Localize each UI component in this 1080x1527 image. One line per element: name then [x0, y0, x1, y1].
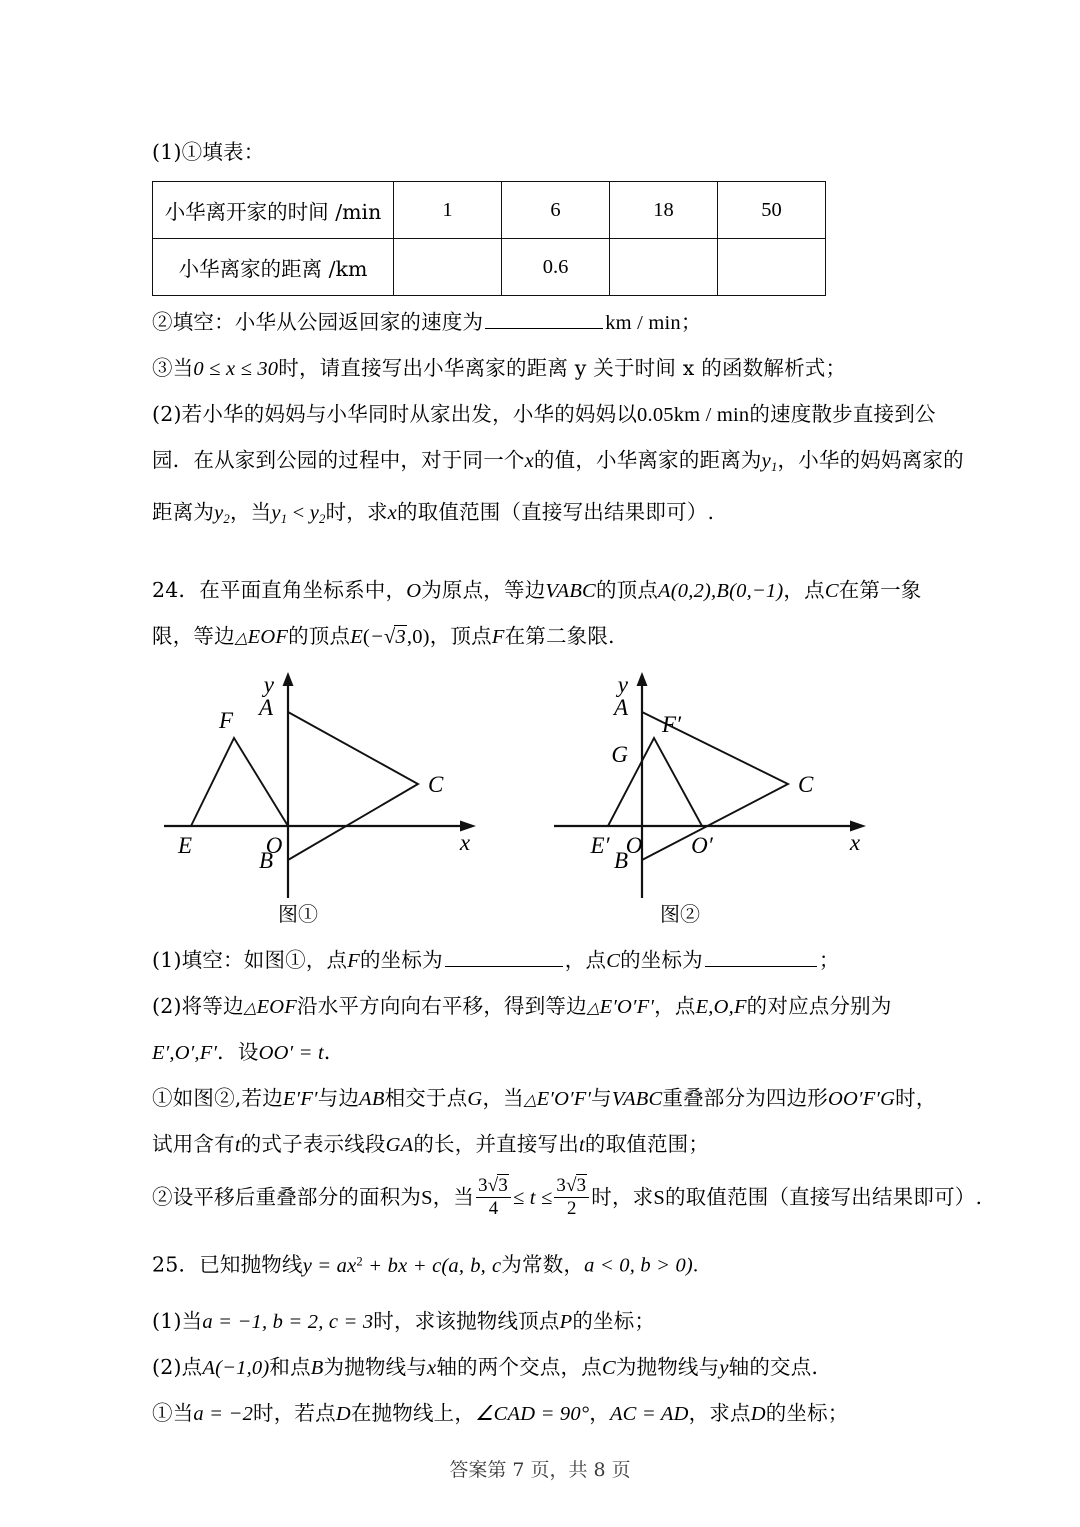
q24-s1-triangle-ABC: VABC — [611, 1088, 663, 1111]
q24-s1l1a: ①如图②,若边 — [152, 1086, 283, 1111]
q24-s2f: 的取值范围（直接写出结果即可）. — [664, 1185, 983, 1210]
answer-blank-C-coord[interactable] — [705, 945, 817, 968]
q24-edge-AB: AB — [359, 1088, 385, 1111]
figure-2-svg — [550, 670, 880, 900]
fraction-numerator: 3√3 — [476, 1176, 511, 1198]
q24-s1-triangle-prime: △E′O′F′ — [523, 1088, 592, 1111]
fraction-denominator: 2 — [567, 1197, 577, 1219]
q23-part2-line3 — [152, 490, 942, 542]
q25-constraints: a < 0, b > 0) — [584, 1254, 693, 1277]
q24-part1 — [152, 938, 942, 984]
label-y-axis: y — [617, 672, 628, 698]
q24-p1g: ； — [818, 948, 840, 973]
q25-s1c: 时，若点 — [253, 1400, 336, 1425]
q25-stem — [152, 1239, 942, 1289]
q23-part2-var-x: x — [524, 450, 534, 472]
label-O: O — [265, 833, 283, 859]
label-A: A — [258, 695, 273, 721]
label-E: E — [177, 833, 193, 859]
q25-p2c: 和点 — [269, 1354, 311, 1379]
q24-p2l2b: ．设 — [217, 1040, 259, 1065]
q24-p2l2d: ． — [323, 1040, 345, 1065]
q23-part2-l2d: ，小华的妈妈离家的 — [777, 448, 964, 472]
table-row-header: 小华离开家的时间 /min — [153, 182, 394, 239]
q24-stem-l2g: 在第二象限. — [504, 624, 615, 649]
q24-stem-l1a: 在平面直角坐标系中， — [199, 578, 407, 603]
q23-item2-pre: ②填空：小华从公园返回家的速度为 — [152, 310, 484, 334]
q24-p2l1a: (2)将等边 — [152, 994, 244, 1019]
q24-sub1-line1 — [152, 1076, 942, 1122]
table-cell: 1 — [394, 182, 502, 239]
q24-p1c: 的坐标为 — [359, 948, 443, 973]
q23-item3-pre: ③当 — [152, 356, 194, 380]
q25-point-C: C — [601, 1356, 616, 1379]
q24-part2-line2 — [152, 1030, 942, 1076]
q25-p2g: 轴的两个交点，点 — [436, 1354, 602, 1379]
q24-area-S2: S — [653, 1187, 665, 1210]
q23-part2-l3c: 时，求 — [325, 500, 388, 525]
label-O: O — [625, 833, 643, 859]
y-axis-arrow — [637, 672, 648, 686]
q24-var-t: t — [234, 1134, 241, 1157]
label-E-prime: E′ — [590, 833, 610, 859]
q25-point-B: B — [310, 1356, 324, 1379]
y-axis-arrow — [283, 672, 294, 686]
page-footer: 答案第 7 页，共 8 页 — [449, 1459, 631, 1481]
q24-segment-GA: GA — [385, 1134, 414, 1157]
q25-parabola-equation: $y = ax^2$ + bx + c(a, b, c — [302, 1254, 502, 1277]
q24-part2-line1 — [152, 984, 942, 1030]
fraction-denominator: 4 — [488, 1197, 499, 1219]
q23-part2-l1a: (2)若小华的妈妈与小华同时从家出发，小华的妈妈以 — [152, 402, 638, 426]
q25-p1a: (1)当 — [152, 1308, 203, 1333]
q24-s1l1i: 与 — [591, 1086, 612, 1111]
q23-ineq: $y_1 < y_2$ — [271, 502, 326, 527]
q23-part2-l3a: 距离为 — [152, 500, 215, 525]
q24-coord-E: E(−√3,0) — [350, 626, 430, 649]
q24-p2-triangle-EOF-prime: △E′O′F′ — [586, 996, 655, 1019]
q24-s1l2e: 的长，并直接写出 — [413, 1132, 579, 1157]
q25-stem-c: 为常数， — [501, 1252, 585, 1277]
q24-p1d: ，点 — [564, 948, 607, 973]
q25-s1k: 的坐标； — [765, 1400, 849, 1425]
q24-p2-points-prime: E′,O′,F′ — [152, 1042, 218, 1065]
label-G: G — [611, 742, 628, 768]
q25-s1g: ， — [589, 1400, 610, 1425]
q24-s2a: ②设平移后重叠部分的面积为 — [152, 1185, 422, 1210]
label-y-axis: y — [263, 672, 274, 698]
q25-axis-x: x — [427, 1356, 437, 1379]
q25-point-A: A(−1,0) — [202, 1356, 270, 1379]
q24-sub2 — [152, 1168, 983, 1227]
q25-stem-a: 已知抛物线 — [199, 1252, 303, 1277]
q23-part2-l2a: 园．在从家到公园的过程中，对于同一个 — [152, 448, 525, 472]
q24-s1l1g: ，当 — [482, 1086, 524, 1111]
q24-p2-triangle-EOF: △EOF — [243, 996, 298, 1019]
q23-data-table — [152, 181, 826, 296]
q24-area-S: S — [421, 1187, 433, 1210]
q25-p2e: 为抛物线与 — [323, 1354, 428, 1379]
q25-p2k: 轴的交点． — [728, 1354, 833, 1379]
q24-p1a: (1)填空：如图①，点 — [152, 948, 348, 973]
label-O-prime: O′ — [691, 833, 713, 859]
label-A: A — [613, 695, 628, 721]
label-F: F — [218, 708, 234, 734]
q25-part1 — [152, 1299, 942, 1345]
fraction-upper-bound — [554, 1176, 589, 1218]
triangle-ABC — [288, 712, 418, 860]
q24-number: 24． — [152, 578, 200, 603]
q24-quad-OOFG: OO′F′G — [828, 1088, 896, 1111]
q25-axis-y: y — [719, 1356, 729, 1379]
q25-point-D: D — [335, 1402, 351, 1425]
q24-stem-l2e: ，顶点 — [429, 624, 492, 649]
q24-p2l1c: 沿水平方向向右平移，得到等边 — [297, 994, 587, 1019]
label-x-axis: x — [459, 830, 471, 856]
q24-stem-l1e: 的顶点 — [595, 578, 659, 603]
q25-p1-values: a = −1, b = 2, c = 3 — [202, 1310, 374, 1333]
q23-item3 — [152, 346, 942, 392]
figure-2-caption: 图② — [660, 902, 700, 927]
q24-p1f: 的坐标为 — [620, 948, 703, 973]
q24-var-t2: t — [578, 1134, 585, 1157]
q23-var-x2: x — [387, 502, 397, 525]
q23-part2-l3d: 的取值范围（直接写出结果即可）. — [396, 500, 715, 525]
q24-p2-OO-equals-t: OO′ = t — [258, 1042, 324, 1065]
q24-figures — [152, 670, 942, 932]
label-C: C — [798, 772, 814, 798]
q25-stem-e: . — [692, 1254, 699, 1277]
table-cell — [718, 239, 826, 296]
q25-number: 25． — [152, 1252, 200, 1277]
q24-s1l2c: 的式子表示线段 — [240, 1132, 386, 1157]
figure-1-caption: 图① — [278, 902, 318, 927]
label-F-prime: F′ — [662, 712, 682, 738]
q24-s1l1c: 与边 — [317, 1086, 360, 1111]
q23-table-wrap — [152, 181, 942, 296]
table-cell: 6 — [502, 182, 610, 239]
q24-stem-line2 — [152, 614, 942, 660]
q25-p2a: (2)点 — [152, 1354, 203, 1379]
q23-part2-l1c: 的速度散步直接到公 — [749, 402, 936, 426]
q24-point-F: F — [491, 626, 505, 649]
q24-s1l1m: 时， — [895, 1086, 937, 1111]
q25-p2i: 为抛物线与 — [615, 1354, 720, 1379]
q25-sub1 — [152, 1391, 942, 1437]
fraction-lower-bound — [476, 1176, 511, 1218]
q24-point-G: G — [467, 1088, 483, 1111]
q24-triangle-ABC: VABC — [545, 580, 596, 603]
fraction-numerator: 3√3 — [554, 1176, 589, 1198]
q24-point-C: C — [824, 580, 839, 603]
q23-part1-label: (1)①填表： — [152, 140, 265, 164]
q24-stem-l1i: 在第一象 — [838, 578, 922, 603]
answer-blank-speed[interactable] — [485, 306, 603, 329]
q24-p2-points-EOF: E,O,F — [695, 996, 747, 1019]
figure-2 — [550, 670, 880, 927]
q25-p1c: 时，求该抛物线顶点 — [373, 1308, 560, 1333]
q25-point-D2: D — [750, 1402, 766, 1425]
q24-s2d: 时，求 — [591, 1185, 654, 1210]
q23-var-y2: $y_2$ — [214, 502, 230, 527]
q24-sub1-line2 — [152, 1122, 942, 1168]
q25-s1e: 在抛物线上， — [350, 1400, 476, 1425]
q24-p1-point-F: F — [347, 950, 360, 973]
q23-item3-post: 时，请直接写出小华离家的距离 y 关于时间 x 的函数解析式； — [278, 356, 847, 380]
q24-p2l1g: 的对应点分别为 — [746, 994, 892, 1019]
q24-coords-AB: A(0,2),B(0,−1) — [658, 580, 784, 603]
q24-edge-EF-prime: E′F′ — [282, 1088, 318, 1111]
q24-stem-l1c: 为原点，等边 — [421, 578, 546, 603]
q23-item2-post: km / min； — [605, 312, 702, 334]
q25-s1-a-value: a = −2 — [193, 1402, 254, 1425]
table-cell — [610, 239, 718, 296]
q24-relation-1: ≤ t ≤ — [512, 1187, 553, 1210]
q24-p2l1e: ，点 — [654, 994, 696, 1019]
label-x-axis: x — [849, 830, 861, 856]
q25-vertex-P: P — [559, 1310, 573, 1333]
q24-stem-line1 — [152, 568, 942, 614]
q24-s1l2g: 的取值范围； — [584, 1132, 710, 1157]
q24-s1l1k: 重叠部分为四边形 — [662, 1086, 829, 1111]
q25-angle-CAD: ∠CAD = 90° — [475, 1402, 590, 1425]
q23-item2 — [152, 300, 942, 346]
q23-part2-line2 — [152, 438, 964, 490]
q25-s1i: ，求点 — [688, 1400, 751, 1425]
table-cell: 0.6 — [502, 239, 610, 296]
q24-stem-l2a: 限，等边 — [152, 624, 235, 649]
q23-part2-l3b: ，当 — [229, 500, 272, 525]
table-row-header: 小华离家的距离 /km — [153, 239, 394, 296]
q24-s1l1e: 相交于点 — [384, 1086, 468, 1111]
q23-part2-l2c: 的值，小华离家的距离为 — [533, 448, 762, 472]
q23-part2-line1 — [152, 392, 942, 438]
label-C: C — [428, 772, 444, 798]
table-cell: 50 — [718, 182, 826, 239]
q25-equal-segments: AC = AD — [609, 1402, 689, 1425]
q24-s2c: ，当 — [432, 1185, 475, 1210]
figure-1 — [160, 670, 490, 927]
page-content — [152, 130, 983, 1437]
q24-point-O: O — [406, 580, 422, 603]
q24-triangle-EOF: △EOF — [234, 626, 289, 649]
q24-p1-point-C: C — [606, 950, 621, 973]
q24-stem-l1g: ，点 — [783, 578, 825, 603]
table-cell — [394, 239, 502, 296]
q25-p1e: 的坐标； — [572, 1308, 656, 1333]
q24-s1l2a: 试用含有 — [152, 1132, 235, 1157]
figure-1-svg — [160, 670, 490, 900]
table-row — [153, 239, 826, 296]
triangle-EOF — [191, 738, 288, 826]
label-B: B — [258, 848, 273, 874]
table-cell: 18 — [610, 182, 718, 239]
answer-blank-F-coord[interactable] — [445, 945, 563, 968]
table-row — [153, 182, 826, 239]
q23-var-y1: $y_1$ — [761, 450, 778, 475]
q25-part2 — [152, 1345, 942, 1391]
q23-item3-condition: 0 ≤ x ≤ 30 — [193, 358, 279, 380]
label-B: B — [613, 848, 628, 874]
q24-stem-l2c: 的顶点 — [288, 624, 351, 649]
q25-s1a: ①当 — [152, 1400, 194, 1425]
q23-part2-speed-value: 0.05km / min — [637, 404, 750, 426]
